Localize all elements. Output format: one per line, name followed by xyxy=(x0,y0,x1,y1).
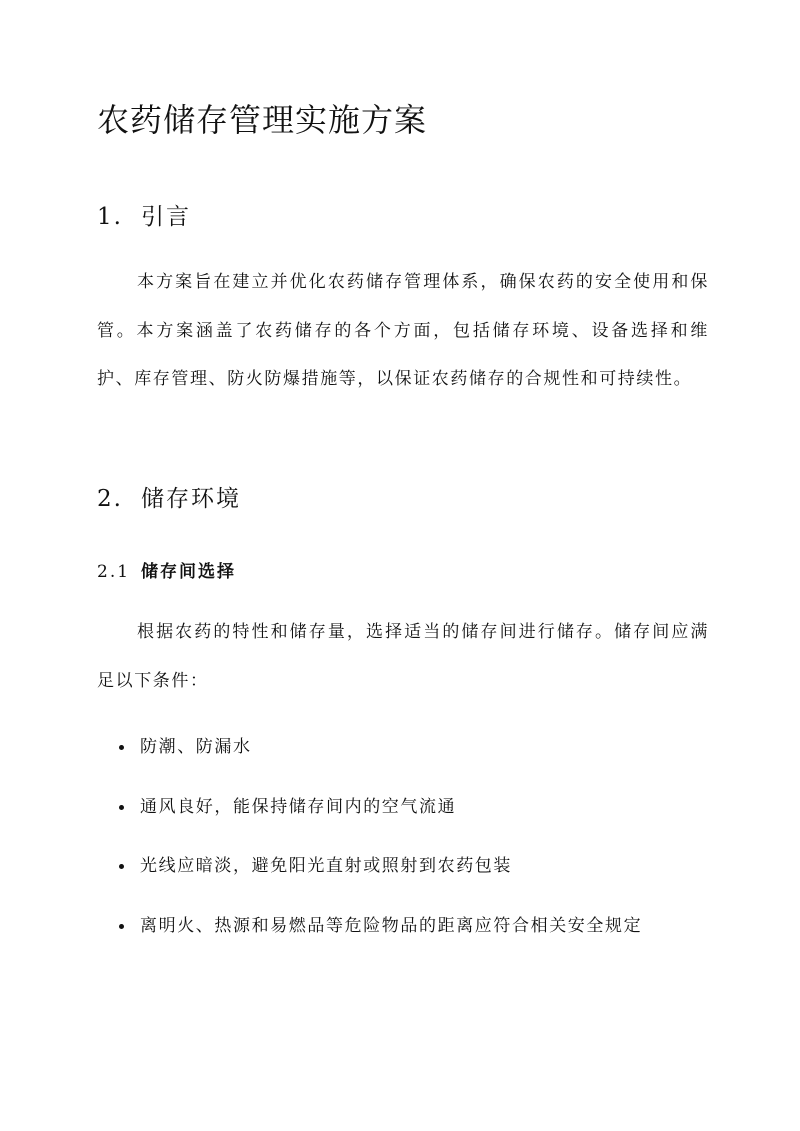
list-item xyxy=(97,842,709,891)
list-item xyxy=(97,723,709,772)
list-item-text: 光线应暗淡，避免阳光直射或照射到农药包装 xyxy=(140,856,512,876)
subsection-heading-storage-room xyxy=(97,557,236,582)
section-title: 引言 xyxy=(141,204,191,230)
section-number: 1. xyxy=(97,204,123,230)
section-heading-storage-environment xyxy=(97,480,241,513)
list-item xyxy=(97,902,709,951)
subsection-number: 2.1 xyxy=(97,562,131,582)
section-title: 储存环境 xyxy=(141,486,241,512)
introduction-paragraph: 本方案旨在建立并优化农药储存管理体系，确保农药的安全使用和保管。本方案涵盖了农药储存的各个方面，包括储存环境、设备选择和维护、库存管理、防火防爆措施等，以保证农药储存的合规性和可持续性。 xyxy=(97,272,709,389)
list-item-text: 通风良好，能保持储存间内的空气流通 xyxy=(140,796,457,817)
section-heading-introduction xyxy=(97,198,191,231)
section-number: 2. xyxy=(97,486,123,512)
bullet-icon xyxy=(119,924,124,929)
list-item-text: 防潮、防漏水 xyxy=(140,737,252,757)
storage-room-paragraph: 根据农药的特性和储存量，选择适当的储存间进行储存。储存间应满足以下条件： xyxy=(97,622,709,691)
document-title: 农药储存管理实施方案 xyxy=(97,101,428,139)
bullet-icon xyxy=(119,864,124,869)
bullet-icon xyxy=(119,805,124,810)
list-item-text: 离明火、热源和易燃品等危险物品的距离应符合相关安全规定 xyxy=(140,915,643,936)
bullet-icon xyxy=(119,745,124,750)
storage-conditions-list xyxy=(97,723,709,961)
subsection-title: 储存间选择 xyxy=(141,562,236,582)
list-item xyxy=(97,783,709,832)
